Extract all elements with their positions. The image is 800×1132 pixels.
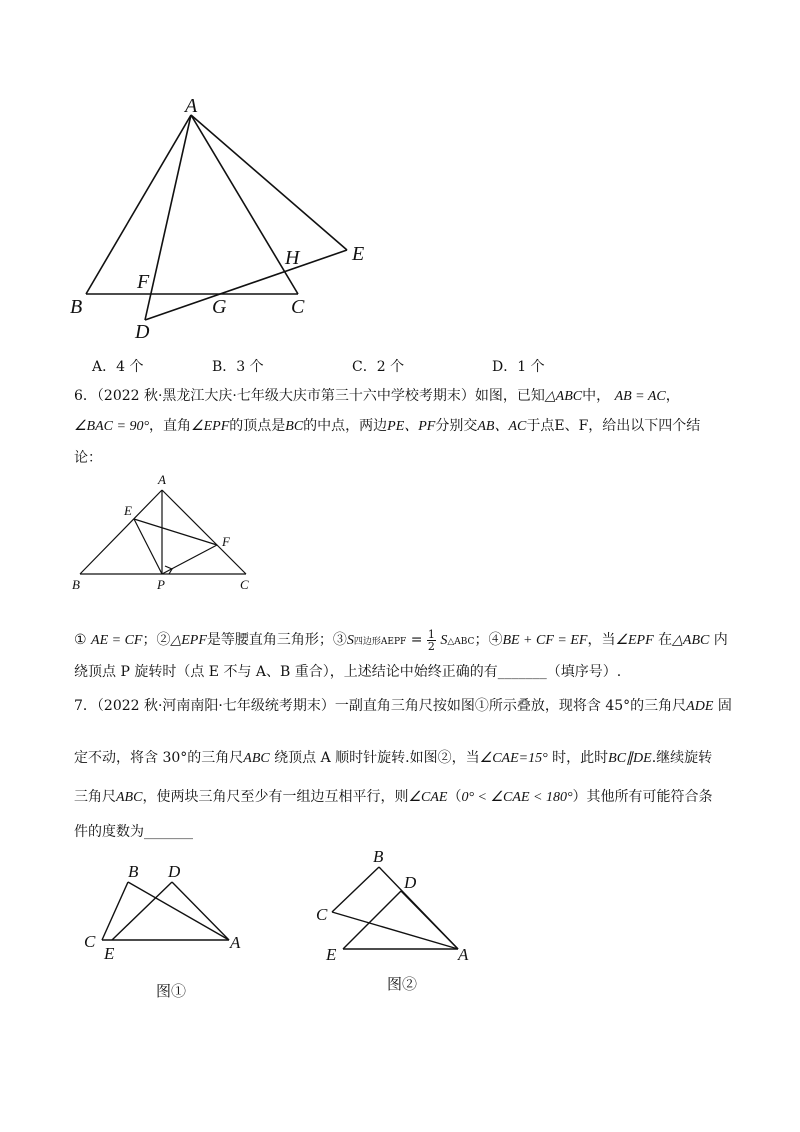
q7f2-label-C: C: [316, 905, 328, 924]
q6-s3-lhs: S: [346, 633, 354, 648]
q6-label-B: B: [72, 577, 80, 592]
q6-text: ，直角: [149, 418, 192, 434]
q6-text: 内: [713, 632, 728, 648]
q6-label-F: F: [222, 534, 230, 549]
q6-label-E: E: [124, 503, 132, 518]
q7-text: 时，此时: [552, 750, 609, 766]
q7f2-label-D: D: [404, 873, 417, 892]
q6-ab-ac: AB = AC: [614, 389, 666, 404]
q6-label-C: C: [240, 577, 249, 592]
q7-text: .继续旋转: [651, 750, 713, 766]
option-c: C．2 个: [352, 359, 405, 375]
q6-s1-num: ①: [74, 632, 87, 648]
q6-ab-ac-2: AB、AC: [477, 419, 527, 434]
q7-bc-de: BC∥DE: [608, 751, 652, 766]
q7-line2: [74, 748, 712, 769]
q6-s3-lhs-sub: 四边形AEPF: [353, 637, 407, 647]
q7-fig2-caption: 图②: [387, 975, 418, 993]
q6-line1: [74, 386, 680, 407]
q7-ade: ADE: [686, 699, 714, 714]
q6-angle-bac: ∠BAC = 90°: [74, 419, 150, 434]
q7f1-label-E: E: [104, 944, 115, 963]
q6-s3-rhs: S: [440, 633, 448, 648]
q7-abc-2: ABC: [116, 790, 143, 805]
q7f1-label-B: B: [128, 862, 139, 881]
q6-label-P: P: [157, 577, 165, 592]
q6-label-A: A: [158, 472, 166, 487]
geometry-figure-q7-2: [0, 840, 800, 1000]
label-E: E: [352, 243, 365, 265]
option-d: D．1 个: [492, 359, 545, 375]
label-H: H: [285, 247, 300, 269]
label-F: F: [137, 271, 150, 293]
label-G: G: [212, 296, 227, 318]
q7-text: 固: [717, 698, 732, 714]
q6-s3-rhs-sub: △ABC: [447, 637, 475, 647]
label-C: C: [291, 296, 305, 318]
q6-s1: AE = CF: [91, 633, 143, 648]
q6-s4: BE + CF = EF: [502, 633, 588, 648]
label-B: B: [70, 296, 83, 318]
q7-text: ，使两块三角尺至少有一组边互相平行，则: [142, 789, 409, 805]
q7-text: 定不动，将含 30°的三角尺: [74, 750, 244, 766]
q6-line2: [74, 416, 700, 437]
geometry-figure-q6: [0, 470, 800, 590]
geometry-figure-top: [0, 0, 800, 360]
option-b: B．3 个: [212, 359, 264, 375]
q7-abc: ABC: [243, 751, 270, 766]
q7-fig1-caption: 图①: [156, 982, 187, 1000]
q6-text: ；②: [142, 632, 171, 648]
q6-text: 中，: [582, 388, 611, 404]
option-a: A．4 个: [92, 359, 144, 375]
q6-text: ，: [665, 388, 680, 404]
q7-cae15: ∠CAE=15°: [479, 751, 548, 766]
q7f2-label-E: E: [326, 945, 337, 964]
q6-frac-num: 1: [427, 627, 435, 641]
q6-text: ；④: [474, 632, 503, 648]
q7f1-label-C: C: [84, 932, 96, 951]
q7-line1: [74, 696, 732, 717]
label-D: D: [135, 321, 150, 343]
q6-intro: 6．（2022 秋·黑龙江大庆·七年级大庆市第三十六中学校考期末）如图，已知: [74, 388, 545, 404]
q6-s4-tri: △ABC: [672, 633, 710, 648]
q6-s2: △EPF: [170, 633, 207, 648]
q6-s3-fraction: [427, 629, 436, 652]
q6-bc: BC: [285, 419, 304, 434]
q6-text: 分别交: [435, 418, 478, 434]
q7f2-label-B: B: [373, 847, 384, 866]
q7f1-label-A: A: [230, 933, 241, 952]
label-A: A: [185, 95, 198, 117]
q6-s3-eq: =: [410, 632, 423, 648]
q6-text: 在: [658, 632, 673, 648]
q7f2-label-A: A: [458, 945, 469, 964]
q6-text: 的顶点是: [229, 418, 286, 434]
q7f1-label-D: D: [168, 862, 181, 881]
q7-text: 绕顶点 A 顺时针旋转.如图②，当: [274, 750, 480, 766]
q6-line5: 绕顶点 P 旋转时（点 E 不与 A、B 重合），上述结论中始终正确的有_______（填序号）.: [74, 664, 622, 680]
q6-pe-pf: PE、PF: [387, 419, 436, 434]
q7-text: ）其他所有可能符合条: [572, 789, 713, 805]
q6-text: ，当: [587, 632, 616, 648]
q6-frac-den: 2: [427, 639, 435, 653]
q6-angle-epf: ∠EPF: [191, 419, 230, 434]
q6-text: 是等腰直角三角形；③: [206, 632, 347, 648]
q6-tri-abc: △ABC: [544, 389, 583, 404]
q6-text: 于点E、F，给出以下四个结: [526, 418, 701, 434]
q6-text: 的中点，两边: [303, 418, 388, 434]
q6-s4-angle: ∠EPF: [615, 633, 654, 648]
q7-text: 三角尺: [74, 789, 116, 805]
q6-statements: [74, 628, 728, 654]
q7-line4: 件的度数为_______: [74, 824, 193, 840]
q7-range: 0° < ∠CAE < 180°: [461, 790, 573, 805]
q6-line3: 论：: [74, 450, 102, 466]
q7-line3: [74, 787, 713, 808]
q7-intro: 7．（2022 秋·河南南阳·七年级统考期末）一副直角三角尺按如图①所示叠放，现将含 45°的三角尺: [74, 698, 687, 714]
q7-cae: ∠CAE: [408, 790, 448, 805]
q7-text: （: [447, 789, 462, 805]
